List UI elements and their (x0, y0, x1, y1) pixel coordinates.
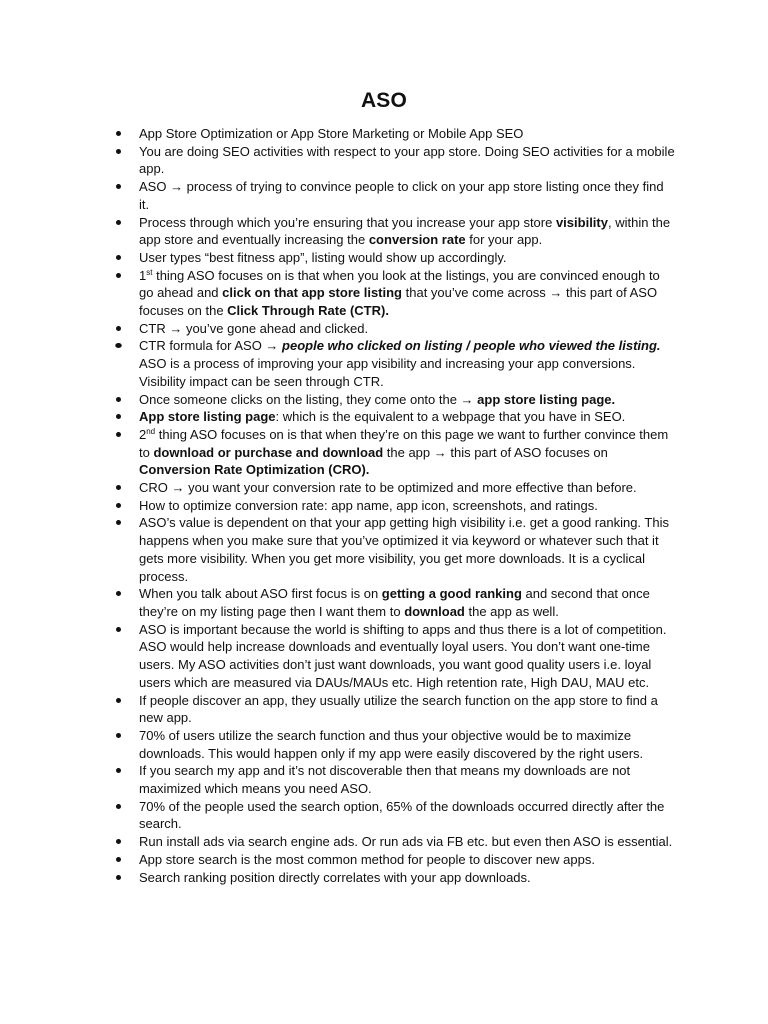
list-item-text: Run install ads via search engine ads. Or run ads via FB etc. but even then ASO is essential. (139, 834, 673, 850)
bullet-icon (116, 804, 121, 809)
list-item-text: Once someone clicks on the listing, they come onto the → (139, 391, 478, 407)
list-item (113, 585, 675, 620)
bullet-icon (116, 520, 121, 525)
bullet-icon (116, 432, 121, 437)
list-item (113, 479, 675, 497)
list-item-text: ASO’s value is dependent on that your app getting high visibility i.e. get a good ranking. This happens when you make sure that you’ve optimized it via keyword or whatever such that it gets more visibility. When you get more visibility, you get more downloads. It is a cyclical process. (139, 515, 669, 584)
list-item-text: the app → this part of ASO focuses on (383, 444, 608, 460)
list-item-text: 70% of the people used the search option, 65% of the downloads occurred directly after the search. (139, 798, 665, 832)
bullet-icon (116, 273, 121, 278)
list-item (113, 391, 675, 409)
list-item-text: Conversion Rate Optimization (CRO). (139, 462, 370, 478)
list-item (113, 249, 675, 267)
bullet-icon (116, 503, 121, 508)
list-item-text: CTR → you’ve gone ahead and clicked. (139, 320, 369, 336)
list-item-text: CTR formula for ASO → (139, 338, 283, 354)
list-item (113, 337, 675, 390)
list-item (113, 497, 675, 515)
list-item-text: Process through which you’re ensuring that you increase your app store (139, 214, 556, 230)
list-item-text: 1 (139, 267, 147, 283)
bullet-icon (116, 131, 121, 136)
bullet-icon (116, 768, 121, 773)
bullet-icon (116, 627, 121, 632)
list-item-text: ASO → process of trying to convince people to click on your app store listing once they find it. (139, 179, 664, 212)
list-item-text: If people discover an app, they usually utilize the search function on the app store to find a new app. (139, 692, 658, 726)
list-item-text: click on that app store listing (222, 285, 403, 301)
list-item-text: visibility (555, 214, 608, 230)
list-item-text: , within the app store and eventually increasing the (139, 214, 671, 248)
bullet-icon (116, 698, 121, 703)
bullet-icon (115, 343, 122, 348)
list-item (113, 727, 675, 762)
list-item (113, 621, 675, 692)
list-item (113, 267, 675, 320)
list-item-text: the app as well. (464, 603, 559, 619)
bullet-list (113, 125, 675, 886)
list-item (113, 125, 675, 143)
bullet-icon (116, 326, 121, 331)
list-item-text: st (146, 267, 153, 277)
list-item-text: download or purchase and download (153, 444, 384, 460)
list-item-text: App store search is the most common method for people to discover new apps. (139, 851, 595, 867)
bullet-icon (116, 255, 121, 260)
list-item-text: Click Through Rate (CTR). (227, 303, 389, 319)
bullet-icon (116, 149, 121, 154)
page-title: ASO (360, 89, 408, 112)
list-item-text: and second that once they’re on my listing page then I want them to (139, 586, 650, 619)
list-item (113, 762, 675, 797)
list-item-text: for your app. (465, 232, 543, 248)
bullet-icon (116, 220, 121, 225)
list-item-text: getting a good ranking (381, 586, 522, 602)
bullet-icon (116, 591, 121, 596)
list-item-text: If you search my app and it’s not discoverable then that means my downloads are not maximized which means you need ASO. (139, 763, 631, 797)
list-item (113, 851, 675, 869)
list-item (113, 692, 675, 727)
list-item-text: How to optimize conversion rate: app name, app icon, screenshots, and ratings. (139, 497, 598, 513)
bullet-icon (116, 839, 121, 844)
list-item (113, 143, 675, 178)
list-item (113, 833, 675, 851)
list-item-text: that you’ve come across → this part of ASO focuses on the (139, 285, 658, 319)
list-item-text: You are doing SEO activities with respect to your app store. Doing SEO activities for a mobile app. (139, 143, 675, 177)
list-item-text: conversion rate (368, 232, 466, 248)
list-item (113, 320, 675, 338)
list-item-text: User types “best fitness app”, listing would show up accordingly. (139, 249, 507, 265)
list-item (113, 178, 675, 213)
list-item-text: CRO → you want your conversion rate to be optimized and more effective than before. (139, 480, 637, 496)
bullet-icon (116, 414, 121, 419)
list-item (113, 798, 675, 833)
list-item-text: 2 (139, 426, 147, 442)
list-item (113, 408, 675, 426)
list-item-text: When you talk about ASO first focus is on (139, 586, 382, 602)
list-item-text: 70% of users utilize the search function and thus your objective would be to maximize downloads. This would happen only if my app were easily discovered by the right users. (139, 727, 644, 761)
list-item-text: thing ASO focuses on is that when they’re on this page we want to further convince them to (139, 426, 669, 460)
bullet-icon (116, 875, 121, 880)
bullet-icon (116, 184, 121, 189)
list-item (113, 514, 675, 585)
list-item-text: ASO is a process of improving your app visibility and increasing your app conversions. Visibility impact can be seen through CTR. (139, 356, 636, 389)
list-item-text: : which is the equivalent to a webpage that you have in SEO. (275, 409, 626, 425)
list-item (113, 869, 675, 887)
list-item-text: app store listing page. (477, 391, 616, 407)
list-item-text: download (404, 603, 465, 619)
list-item (113, 214, 675, 249)
list-item-text: Search ranking position directly correlates with your app downloads. (139, 869, 531, 885)
list-item-text: thing ASO focuses on is that when you look at the listings, you are convinced enough to go ahead and (139, 267, 660, 301)
bullet-icon (116, 485, 121, 490)
list-item-text: App Store Optimization or App Store Marketing or Mobile App SEO (139, 126, 524, 141)
list-item-text: ASO is important because the world is shifting to apps and thus there is a lot of competition. ASO would help increase downloads and eventually loyal users. You don’t want one-time users. My ASO activities don’t just want downloads, you want good quality users i.e. loyal users which are measured via DAUs/MAUs etc. High retention rate, High DAU, MAU etc. (139, 621, 667, 690)
list-item-text: people who clicked on listing / people who viewed the listing. (282, 338, 661, 354)
bullet-icon (116, 857, 121, 862)
list-item (113, 426, 675, 479)
list-item-text: App store listing page (139, 409, 276, 425)
bullet-icon (116, 397, 121, 402)
list-item-text: nd (146, 426, 156, 436)
bullet-icon (116, 733, 121, 738)
